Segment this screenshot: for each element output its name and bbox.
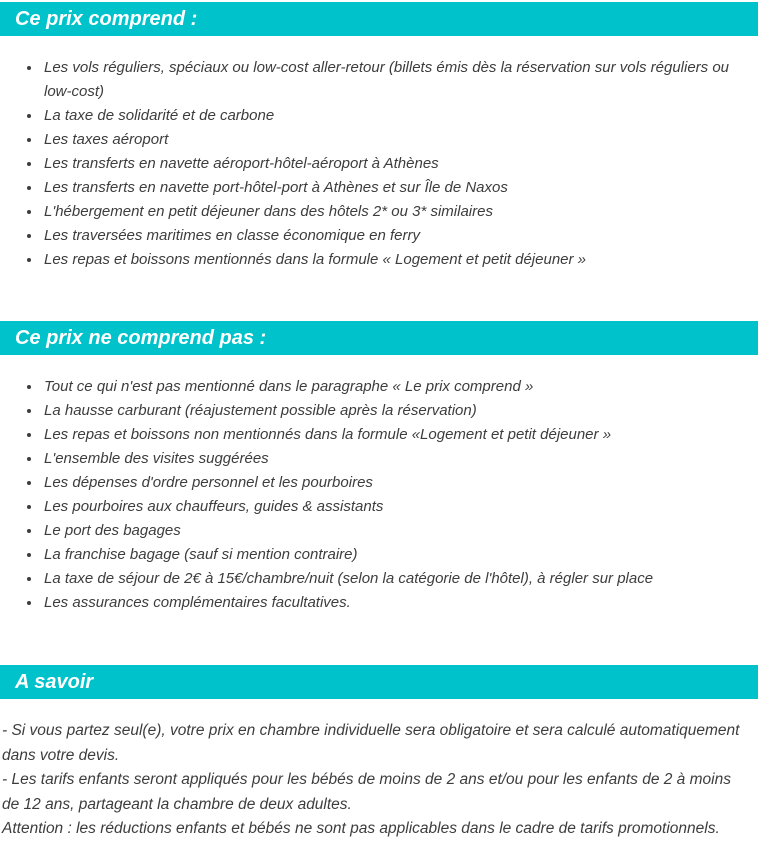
list-item: • Les assurances complémentaires facultatives.	[42, 591, 750, 615]
note-paragraph: Attention : les réductions enfants et bébés ne sont pas applicables dans le cadre de tarifs promotionnels.	[2, 820, 720, 837]
section-title-notes: A savoir	[0, 665, 758, 699]
list-item: • La taxe de séjour de 2€ à 15€/chambre/nuit (selon la catégorie de l'hôtel), à régler sur place	[42, 567, 750, 591]
list-item: • Les traversées maritimes en classe économique en ferry	[42, 224, 750, 248]
price-excludes-section	[0, 321, 758, 615]
list-item: • L'hébergement en petit déjeuner dans des hôtels 2* ou 3* similaires	[42, 200, 750, 224]
list-item: • Les vols réguliers, spéciaux ou low-cost aller-retour (billets émis dès la réservation sur vols réguliers ou low-cost)	[42, 56, 750, 104]
price-excludes-list	[0, 375, 758, 615]
list-item: • La franchise bagage (sauf si mention contraire)	[42, 543, 750, 567]
section-title-price-includes: Ce prix comprend :	[0, 2, 758, 36]
list-item: • Les repas et boissons non mentionnés dans la formule «Logement et petit déjeuner »	[42, 423, 750, 447]
list-item: • Les repas et boissons mentionnés dans la formule « Logement et petit déjeuner »	[42, 248, 750, 272]
price-includes-list	[0, 56, 758, 272]
price-includes-section	[0, 2, 758, 272]
notes-text	[0, 719, 758, 842]
list-item: • L'ensemble des visites suggérées	[42, 447, 750, 471]
notes-section	[0, 665, 758, 842]
section-title-price-excludes: Ce prix ne comprend pas :	[0, 321, 758, 355]
list-item: • Les dépenses d'ordre personnel et les pourboires	[42, 471, 750, 495]
list-item: • Les taxes aéroport	[42, 128, 750, 152]
list-item: • Les transferts en navette aéroport-hôtel-aéroport à Athènes	[42, 152, 750, 176]
note-paragraph: - Les tarifs enfants seront appliqués pour les bébés de moins de 2 ans et/ou pour les enfants de 2 à moins de 12 ans, partageant la chambre de deux adultes.	[2, 771, 731, 813]
list-item: • Tout ce qui n'est pas mentionné dans le paragraphe « Le prix comprend »	[42, 375, 750, 399]
list-item: • La taxe de solidarité et de carbone	[42, 104, 750, 128]
list-item: • La hausse carburant (réajustement possible après la réservation)	[42, 399, 750, 423]
list-item: • Les pourboires aux chauffeurs, guides & assistants	[42, 495, 750, 519]
list-item: • Les transferts en navette port-hôtel-port à Athènes et sur Île de Naxos	[42, 176, 750, 200]
note-paragraph: - Si vous partez seul(e), votre prix en chambre individuelle sera obligatoire et sera calculé automatiquement dans votre devis.	[2, 722, 740, 764]
list-item: • Le port des bagages	[42, 519, 750, 543]
